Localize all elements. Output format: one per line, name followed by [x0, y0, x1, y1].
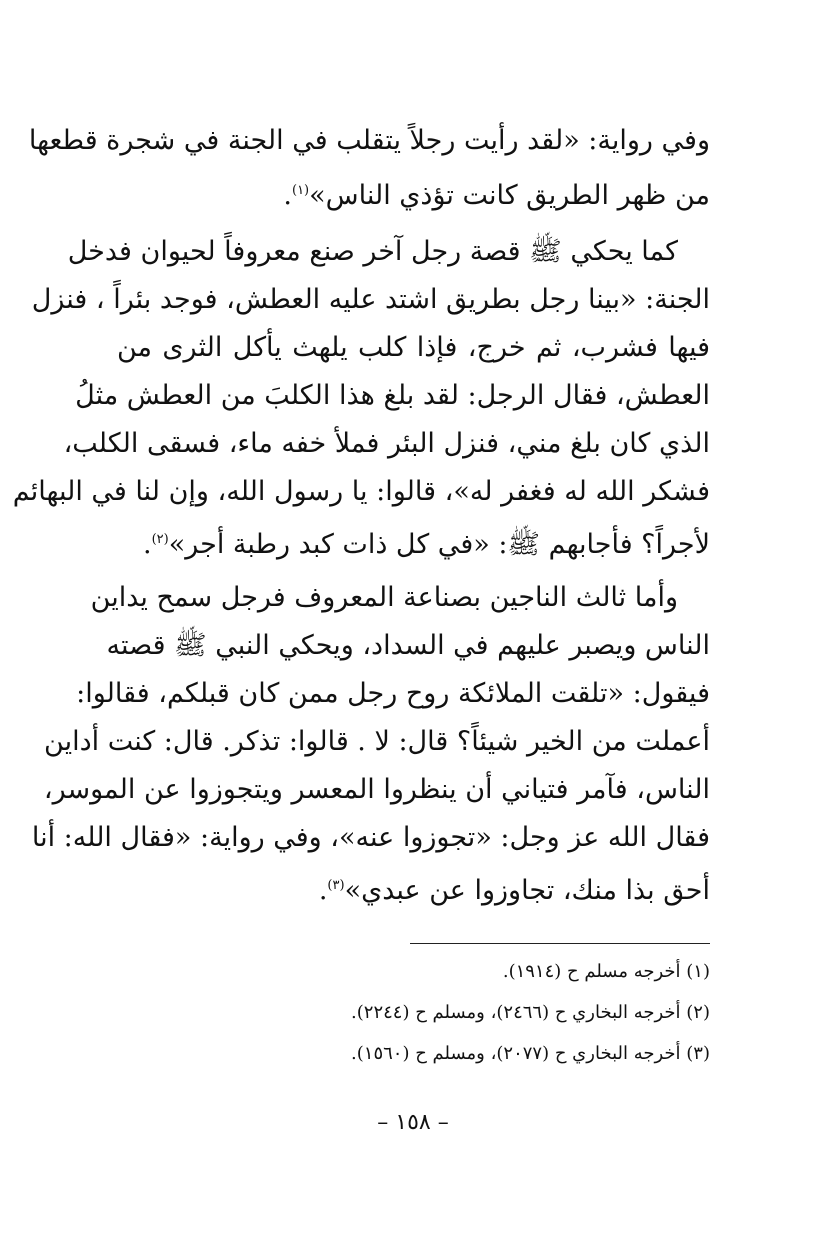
body-line: وفي رواية: «لقد رأيت رجلاً يتقلب في الجنة في شجرة قطعها — [28, 125, 710, 156]
body-line: أعملت من الخير شيئاً؟ قال: لا . قالوا: تذكر. قال: كنت أداين — [44, 726, 710, 757]
body-line: الذي كان بلغ مني، فنزل البئر فملأ خفه ماء، فسقى الكلب، — [63, 428, 710, 459]
body-line: أحق بذا منك، تجاوزوا عن عبدي»$^{(٣)}$. — [318, 875, 710, 906]
footnote: (١) أخرجه مسلم ح (١٩١٤). — [502, 961, 710, 982]
body-line: فيها فشرب، ثم خرج، فإذا كلب يلهث يأكل الثرى من — [117, 332, 710, 363]
footnote-separator — [410, 943, 710, 944]
body-line: العطش، فقال الرجل: لقد بلغ هذا الكلبَ من العطش مثلُ — [75, 380, 710, 411]
body-line: فيقول: «تلقت الملائكة روح رجل ممن كان قبلكم، فقالوا: — [76, 678, 710, 709]
body-line: كما يحكي ﷺ قصة رجل آخر صنع معروفاً لحيوان فدخل — [67, 236, 678, 267]
page-number: – ١٥٨ – — [377, 1110, 449, 1135]
body-line: الناس، فآمر فتياني أن ينظروا المعسر ويتجوزوا عن الموسر، — [43, 774, 710, 805]
body-line: من ظهر الطريق كانت تؤذي الناس»$^{(١)}$. — [283, 180, 710, 211]
footnote: (٣) أخرجه البخاري ح (٢٠٧٧)، ومسلم ح (١٥٦٠). — [351, 1043, 710, 1064]
footnote-ref: (٣) — [327, 878, 345, 893]
footnote-ref: (١) — [291, 183, 310, 198]
body-line: فقال الله عز وجل: «تجوزوا عنه»، وفي رواية: «فقال الله: أنا — [31, 822, 710, 853]
footnote-ref: (٢) — [151, 532, 169, 547]
body-line: الجنة: «بينا رجل بطريق اشتد عليه العطش، فوجد بئراً ، فنزل — [31, 284, 710, 315]
body-line: الناس ويصبر عليهم في السداد، ويحكي النبي ﷺ قصته — [106, 630, 710, 661]
body-line: لأجراً؟ فأجابهم ﷺ: «في كل ذات كبد رطبة أجر»$^{(٢)}$. — [142, 529, 710, 560]
body-line: فشكر الله له فغفر له»، قالوا: يا رسول الله، وإن لنا في البهائم — [12, 476, 710, 507]
body-line: وأما ثالث الناجين بصناعة المعروف فرجل سمح يداين — [90, 582, 678, 613]
footnote: (٢) أخرجه البخاري ح (٢٤٦٦)، ومسلم ح (٢٢٤٤). — [351, 1002, 710, 1023]
